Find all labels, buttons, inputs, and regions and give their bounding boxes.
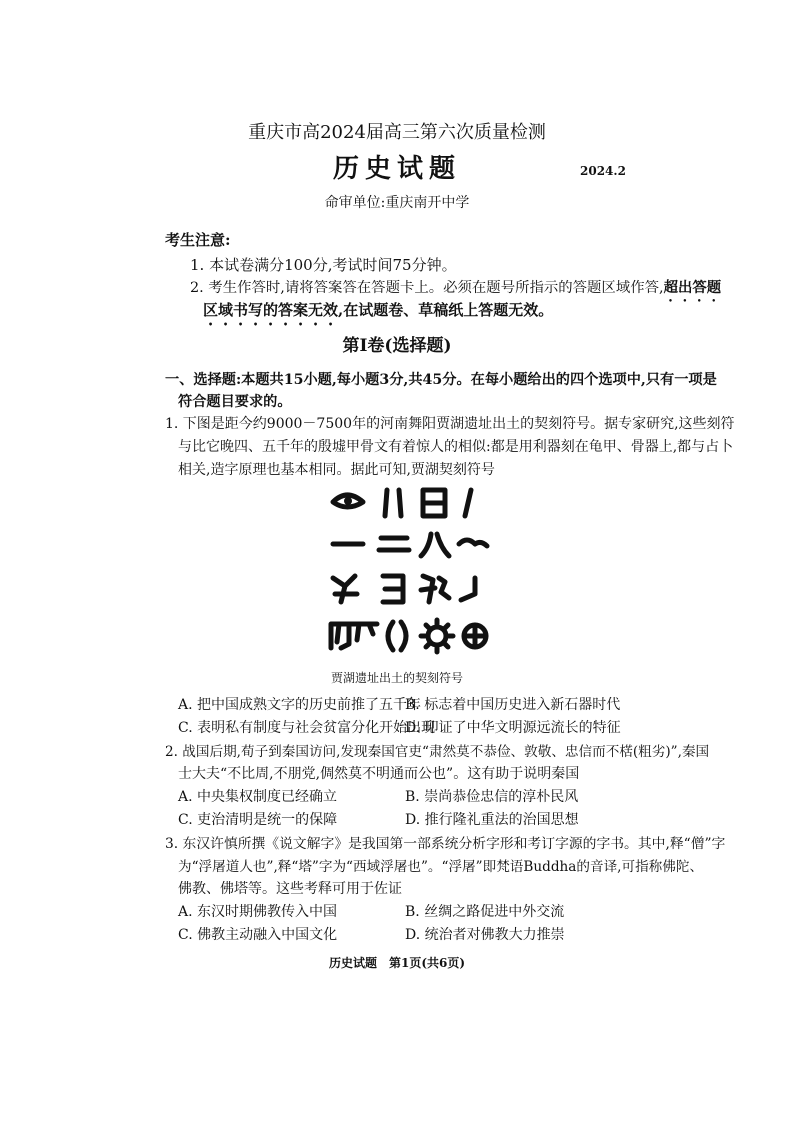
q1-option-d: D. 印证了中华文明源远流长的特征 <box>405 720 621 736</box>
q3-option-a: A. 东汉时期佛教传入中国 <box>178 904 338 920</box>
q1-stem-line-3: 相关,造字原理也基本相同。据此可知,贾湖契刻符号 <box>178 462 495 478</box>
two-strokes-symbol <box>385 490 401 516</box>
notice-item-1: 1. 本试卷满分100分,考试时间75分钟。 <box>190 256 457 274</box>
q2-stem-line-1: 2. 战国后期,荀子到秦国访问,发现秦国官吏“肃然莫不恭俭、敦敬、忠信而不楛(粗劣)”,秦国 <box>165 744 710 760</box>
notice-emphasis-a: 区域书写的答案无效 <box>203 301 339 319</box>
instructions-line-2: 符合题目要求的。 <box>178 394 292 410</box>
q1-stem-line-1: 1. 下图是距今约9000－7500年的河南舞阳贾湖遗址出土的契刻符号。据专家研究,这些刻符 <box>165 416 735 432</box>
box-symbol <box>423 490 445 516</box>
notice-item-2-text: 2. 考生作答时,请将答案答在答题卡上。必须在题号所指示的答题区域作答, <box>190 280 664 296</box>
sun-symbol <box>421 620 453 652</box>
q2-option-b: B. 崇尚恭俭忠信的淳朴民风 <box>405 789 579 805</box>
page-footer: 历史试题 第1页(共6页) <box>328 956 466 970</box>
notice-item-2-emphasis: 超出答题 <box>663 279 722 296</box>
circle-cross-symbol <box>464 625 486 647</box>
notice-item-2-line-2 <box>203 299 553 329</box>
q2-option-a: A. 中央集权制度已经确立 <box>178 789 338 805</box>
comb-symbol <box>331 624 377 648</box>
q2-stem-line-2: 士大夫“不比周,不朋党,倜然莫不明通而公也”。这有助于说明秦国 <box>178 766 580 782</box>
q3-stem-line-3: 佛教、佛塔等。这些考释可用于佐证 <box>178 881 402 897</box>
q3-stem-line-2: 为“浮屠道人也”,释“塔”字为“西域浮屠也”。“浮屠”即梵语Buddha的音译,可指称佛陀、 <box>178 859 704 875</box>
hand-symbol <box>383 576 403 602</box>
q2-option-d: D. 推行隆礼重法的治国思想 <box>405 812 579 828</box>
eight-symbol <box>421 534 449 556</box>
bracket-symbol <box>388 622 406 650</box>
q1-option-a: A. 把中国成熟文字的历史前推了五千年 <box>178 697 422 713</box>
q3-option-d: D. 统治者对佛教大力推崇 <box>405 927 565 943</box>
notice-heading: 考生注意: <box>165 231 231 249</box>
cross-figure-symbol <box>333 576 357 602</box>
plant-symbol <box>421 576 449 602</box>
q1-option-c: C. 表明私有制度与社会贫富分化开始出现 <box>178 720 436 736</box>
notice-text-end: 。 <box>538 301 554 319</box>
q3-stem-line-1: 3. 东汉许慎所撰《说文解字》是我国第一部系统分析字形和考订字源的字书。其中,释“僧”字 <box>165 836 726 852</box>
slash-symbol <box>465 490 471 516</box>
notice-emphasis-b: 试题卷、草稿纸上答题无效 <box>358 301 539 319</box>
eye-symbol <box>333 495 363 507</box>
hook-symbol <box>461 578 475 600</box>
q1-stem-line-2: 与比它晚四、五千年的殷墟甲骨文有着惊人的相似:都是用利器刻在龟甲、骨器上,都与占卜 <box>178 439 734 455</box>
author-line: 命审单位:重庆南开中学 <box>324 195 470 211</box>
instructions-line-1: 一、选择题:本题共15小题,每小题3分,共45分。在每小题给出的四个选项中,只有一项是 <box>165 372 717 388</box>
q3-option-c: C. 佛教主动融入中国文化 <box>178 927 338 943</box>
figure-caption: 贾湖遗址出土的契刻符号 <box>330 671 463 685</box>
exam-date: 2024.2 <box>580 164 626 178</box>
exam-title: 重庆市高2024届高三第六次质量检测 <box>248 122 546 143</box>
q1-option-b: B. 标志着中国历史进入新石器时代 <box>405 697 621 713</box>
q2-option-c: C. 吏治清明是统一的保障 <box>178 812 338 828</box>
wave-symbol <box>459 540 487 546</box>
two-symbol <box>379 538 409 550</box>
q3-option-b: B. 丝绸之路促进中外交流 <box>405 904 565 920</box>
notice-text-mid: ,在 <box>338 301 359 319</box>
jiahu-symbols-figure <box>325 482 495 662</box>
section-title: 第Ⅰ卷(选择题) <box>342 336 452 356</box>
subject-title: 历史试题 <box>332 154 461 184</box>
